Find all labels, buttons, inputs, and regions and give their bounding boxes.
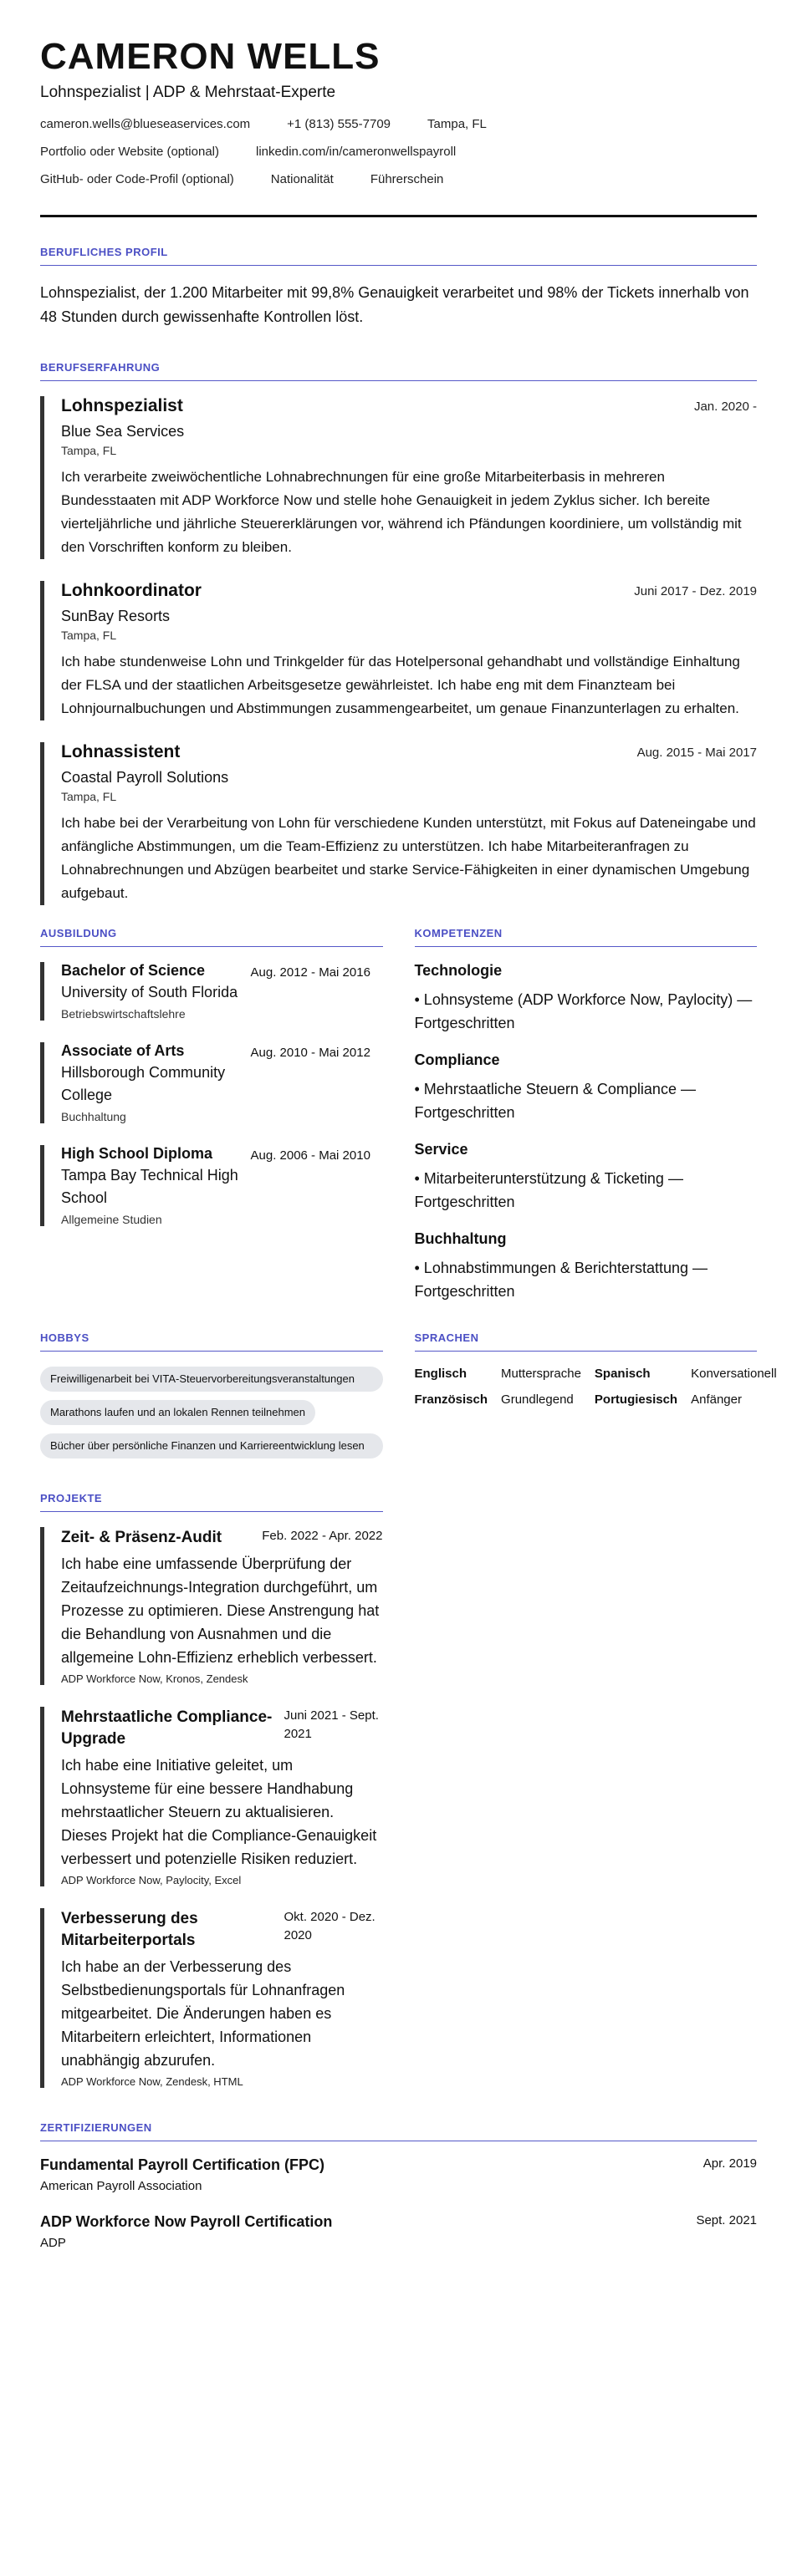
nationality-text: Nationalität xyxy=(270,172,334,186)
edu-date: Aug. 2010 - Mai 2012 xyxy=(250,1046,370,1060)
skill-item: • Lohnsysteme (ADP Workforce Now, Paylocity) — Fortgeschritten xyxy=(414,991,753,1031)
cert-issuer: American Payroll Association xyxy=(40,2179,202,2193)
job-title: Lohnassistent xyxy=(61,742,181,761)
job-location: Tampa, FL xyxy=(61,629,117,642)
linkedin-link[interactable]: linkedin.com/in/cameronwellspayroll xyxy=(256,145,457,159)
project-description: Ich habe eine umfassende Überprüfung der Zeitaufzeichnungs-Integration durchgeführt, um Prozesse zu optimieren. Diese Anstrengung hat die Behandlung von Ausnahmen und die allgemeine Lohn-Effizienz erheblich verbessert. xyxy=(61,1555,380,1666)
email-link[interactable]: cameron.wells@blueseaservices.com xyxy=(40,117,251,131)
skill-item: • Mehrstaatliche Steuern & Compliance — Fortgeschritten xyxy=(414,1081,696,1121)
cert-issuer: ADP xyxy=(40,2236,66,2250)
language-level: Muttersprache xyxy=(501,1367,581,1381)
section-heading-certifications: ZERTIFIZIERUNGEN xyxy=(40,2121,757,2141)
projects-row xyxy=(40,1492,757,2110)
hobby-tag: Bücher über persönliche Finanzen und Karriereentwicklung lesen xyxy=(40,1433,383,1459)
section-heading-skills: KOMPETENZEN xyxy=(415,927,758,947)
project-tech: ADP Workforce Now, Kronos, Zendesk xyxy=(61,1672,248,1685)
language-name: Englisch xyxy=(414,1367,467,1381)
portfolio-link[interactable]: Portfolio oder Website (optional) xyxy=(40,145,219,159)
skill-category: Technologie xyxy=(414,962,503,979)
contact-row xyxy=(40,172,757,186)
languages-column xyxy=(414,1331,777,1467)
project-title: Mehrstaatliche Compliance-Upgrade xyxy=(61,1708,273,1748)
header-divider xyxy=(40,215,757,217)
edu-degree: Associate of Arts xyxy=(61,1042,185,1059)
location-text: Tampa, FL xyxy=(427,117,487,131)
education-entry xyxy=(40,962,383,1021)
profile-summary: Lohnspezialist, der 1.200 Mitarbeiter mit 99,8% Genauigkeit verarbeitet und 98% der Tickets innerhalb von 48 Stunden durch gewissenhafte Kontrollen löst. xyxy=(40,284,749,325)
experience-entry xyxy=(40,581,757,720)
certification-entry xyxy=(40,2213,757,2250)
edu-date: Aug. 2012 - Mai 2016 xyxy=(250,965,370,980)
education-column xyxy=(40,927,383,1320)
skill-group xyxy=(415,1230,758,1303)
cert-name: ADP Workforce Now Payroll Certification xyxy=(40,2213,333,2230)
skill-item: • Mitarbeiterunterstützung & Ticketing — Fortgeschritten xyxy=(414,1170,683,1210)
job-date: Juni 2017 - Dez. 2019 xyxy=(634,584,757,598)
job-company: SunBay Resorts xyxy=(61,608,171,624)
candidate-name: CAMERON WELLS xyxy=(40,36,381,77)
education-entry xyxy=(40,1145,383,1226)
project-date: Feb. 2022 - Apr. 2022 xyxy=(262,1529,383,1543)
edu-degree: Bachelor of Science xyxy=(61,962,206,979)
language-name: Spanisch xyxy=(594,1367,651,1381)
section-heading-languages: SPRACHEN xyxy=(415,1331,758,1352)
education-skills-row xyxy=(40,927,757,1320)
edu-school: Hillsborough Community College xyxy=(61,1064,226,1103)
edu-date: Aug. 2006 - Mai 2010 xyxy=(250,1148,370,1163)
contact-row xyxy=(40,117,757,131)
section-heading-projects: PROJEKTE xyxy=(40,1492,383,1512)
project-date: Okt. 2020 - Dez. 2020 xyxy=(284,1910,376,1942)
hobbies-languages-row xyxy=(40,1331,777,1467)
cert-date: Apr. 2019 xyxy=(702,2156,757,2171)
experience-entry xyxy=(40,742,757,905)
edu-school: Tampa Bay Technical High School xyxy=(61,1167,238,1206)
project-title: Zeit- & Präsenz-Audit xyxy=(61,1529,222,1546)
skill-category: Service xyxy=(414,1141,468,1158)
projects-right-empty xyxy=(415,1492,758,2110)
project-title: Verbesserung des Mitarbeiterportals xyxy=(61,1910,198,1949)
job-company: Blue Sea Services xyxy=(61,423,185,440)
project-date: Juni 2021 - Sept. 2021 xyxy=(284,1708,379,1741)
job-description: Ich habe stundenweise Lohn und Trinkgelder für das Hotelpersonal gehandhabt und vollständige Einhaltung der FLSA und der staatlichen Arbeitsgesetze gewährleistet. Ich habe eng mit dem Finanzteam bei Lohnjournalbuchungen und Abstimmungen zusammengearbeitet, um genaue Finanzunterlagen zu erhalten. xyxy=(61,654,740,716)
hobby-tag: Freiwilligenarbeit bei VITA-Steuervorbereitungsveranstaltungen xyxy=(40,1367,383,1392)
job-title: Lohnkoordinator xyxy=(61,581,202,600)
section-heading-hobbies: HOBBYS xyxy=(40,1331,383,1352)
edu-field: Betriebswirtschaftslehre xyxy=(61,1007,186,1021)
language-name: Portugiesisch xyxy=(594,1392,678,1407)
license-text: Führerschein xyxy=(370,172,444,186)
project-description: Ich habe eine Initiative geleitet, um Lohnsysteme für eine bessere Handhabung mehrstaatlicher Steuern zu aktualisieren. Dieses Projekt hat die Compliance-Genauigkeit verbessert und potenzielle Risiken reduziert. xyxy=(61,1757,377,1867)
edu-degree: High School Diploma xyxy=(61,1145,213,1162)
project-entry xyxy=(40,1707,383,1886)
job-description: Ich verarbeite zweiwöchentliche Lohnabrechnungen für eine große Mitarbeiterbasis in mehreren Bundesstaaten mit ADP Workforce Now und stelle hohe Genauigkeit in jedem Zyklus sicher. Ich bereite vierteljährliche und jährliche Steuererklärungen vor, während ich Pfändungen koordiniere, um vollständig mit den Vorschriften konform zu bleiben. xyxy=(61,469,742,555)
contact-row xyxy=(40,145,757,159)
github-link[interactable]: GitHub- oder Code-Profil (optional) xyxy=(40,172,234,186)
project-entry xyxy=(40,1527,383,1685)
cert-date: Sept. 2021 xyxy=(696,2213,757,2227)
language-list xyxy=(414,1367,777,1407)
edu-school: University of South Florida xyxy=(61,984,238,1000)
language-name: Französisch xyxy=(414,1392,488,1407)
certification-entry xyxy=(40,2156,757,2193)
job-location: Tampa, FL xyxy=(61,790,117,803)
skill-group xyxy=(415,1141,758,1214)
job-company: Coastal Payroll Solutions xyxy=(61,769,229,786)
project-description: Ich habe an der Verbesserung des Selbstbedienungsportals für Lohnanfragen mitgearbeitet. Die Änderungen haben es Mitarbeitern erleichtert, Informationen unabhängig abzurufen. xyxy=(61,1958,345,2069)
skill-group xyxy=(415,1051,758,1124)
experience-entry xyxy=(40,396,757,559)
job-description: Ich habe bei der Verarbeitung von Lohn für verschiedene Kunden unterstützt, mit Fokus auf Dateneingabe und anfängliche Abstimmungen, um die Team-Effizienz zu unterstützen. Ich habe Mitarbeiteranfragen zu Lohnabrechnungen und Abzügen bearbeitet und starke Service-Fähigkeiten in einer dynamischen Umgebung aufgebaut. xyxy=(61,815,756,901)
skill-category: Buchhaltung xyxy=(414,1230,507,1247)
project-tech: ADP Workforce Now, Paylocity, Excel xyxy=(61,1874,242,1886)
education-entry xyxy=(40,1042,383,1123)
projects-column xyxy=(40,1492,383,2110)
phone-link[interactable]: +1 (813) 555-7709 xyxy=(287,117,391,131)
skill-item: • Lohnabstimmungen & Berichterstattung — Fortgeschritten xyxy=(414,1260,708,1300)
language-level: Konversationell xyxy=(691,1367,777,1381)
skills-column xyxy=(415,927,758,1320)
job-title: Lohnspezialist xyxy=(61,396,183,415)
job-location: Tampa, FL xyxy=(61,444,117,457)
language-level: Anfänger xyxy=(691,1392,742,1407)
section-heading-experience: BERUFSERFAHRUNG xyxy=(40,361,757,381)
project-entry xyxy=(40,1908,383,2088)
hobbies-column xyxy=(40,1331,383,1467)
edu-field: Buchhaltung xyxy=(61,1110,126,1123)
hobby-tag: Marathons laufen und an lokalen Rennen teilnehmen xyxy=(40,1400,315,1425)
skill-category: Compliance xyxy=(414,1051,500,1068)
skill-group xyxy=(415,962,758,1035)
project-tech: ADP Workforce Now, Zendesk, HTML xyxy=(61,2075,243,2088)
language-level: Grundlegend xyxy=(501,1392,574,1407)
cert-name: Fundamental Payroll Certification (FPC) xyxy=(40,2156,325,2173)
job-date: Aug. 2015 - Mai 2017 xyxy=(636,746,757,760)
job-date: Jan. 2020 - xyxy=(693,400,757,414)
section-heading-education: AUSBILDUNG xyxy=(40,927,383,947)
edu-field: Allgemeine Studien xyxy=(61,1213,162,1226)
section-heading-profile: BERUFLICHES PROFIL xyxy=(40,246,757,266)
candidate-title: Lohnspezialist | ADP & Mehrstaat-Experte xyxy=(40,84,336,101)
certifications-section xyxy=(40,2121,757,2250)
